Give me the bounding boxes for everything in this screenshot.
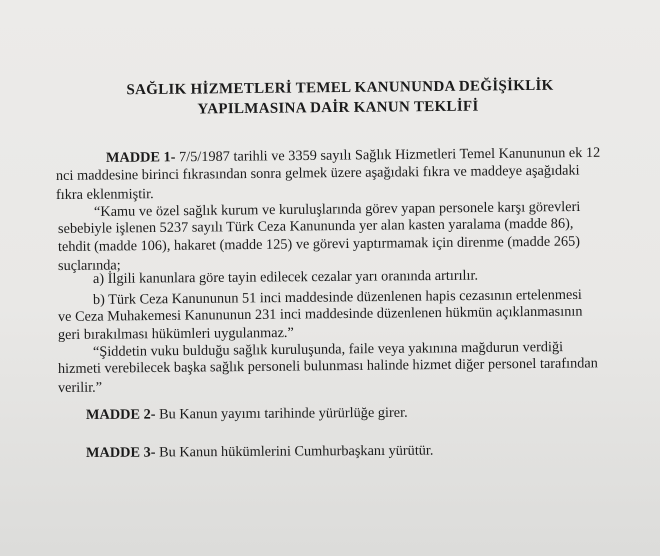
article-1-line-7: suçlarında; xyxy=(57,257,121,274)
article-1-line-6: tehdit (madde 106), hakaret (madde 125) ve görevi yaptırmamak için direnme (madde 265) xyxy=(57,233,581,255)
article-1-line-12: “Şiddetin vuku bulduğu sağlık kuruluşunda, faile veya yakınına mağdurun verdiği xyxy=(92,339,564,360)
article-3 xyxy=(86,443,434,462)
article-1-clause-b: b) Türk Ceza Kanununun 51 inci maddesinde düzenlenen hapis cezasının ertelenmesi xyxy=(92,286,582,308)
document-title-line-2: YAPILMASINA DAİR KANUN TEKLİFİ xyxy=(197,98,479,118)
article-2-label: MADDE 2- xyxy=(85,406,156,423)
article-1-clause-a: a) İlgili kanunlara göre tayin edilecek cezalar yarı oranında artırılır. xyxy=(92,267,479,287)
article-3-label: MADDE 3- xyxy=(85,444,156,461)
article-1-line-4: “Kamu ve özel sağlık kurum ve kuruluşlarında görev yapan personele karşı görevleri xyxy=(93,198,581,220)
article-1-line-2: nci maddesine birinci fıkrasından sonra gelmek üzere aşağıdaki fıkra ve maddeye aşağıdaki xyxy=(55,162,580,184)
article-1-line-5: sebebiyle işlenen 5237 sayılı Türk Ceza Kanununda yer alan kasten yaralama (madde 86), xyxy=(57,215,574,237)
article-3-text: Bu Kanun hükümlerini Cumhurbaşkanı yürütür. xyxy=(155,442,434,461)
article-1-line-11: geri bırakılması hükümleri uygulanmaz.” xyxy=(57,324,294,343)
article-1-line-14: verilir.” xyxy=(57,379,103,396)
article-1-line-10: ve Ceza Muhakemesi Kanununun 231 inci maddesinde düzenlenen hükmün açıklanmasının xyxy=(57,303,583,325)
article-2-text: Bu Kanun yayımı tarihinde yürürlüğe girer. xyxy=(155,404,408,423)
article-1-line-13: hizmeti verebilecek başka sağlık personeli bulunması halinde hizmet diğer personel tarafından xyxy=(57,355,598,377)
article-2 xyxy=(86,405,408,424)
document-title-line-1: SAĞLIK HİZMETLERİ TEMEL KANUNUNDA DEĞİŞİKLİK xyxy=(126,77,554,99)
article-1-line-3: fıkra eklenmiştir. xyxy=(55,186,154,203)
article-1-text: 7/5/1987 tarihli ve 3359 sayılı Sağlık Hizmetleri Temel Kanununun ek 12 xyxy=(175,144,601,166)
article-1-label: MADDE 1- xyxy=(105,149,176,166)
